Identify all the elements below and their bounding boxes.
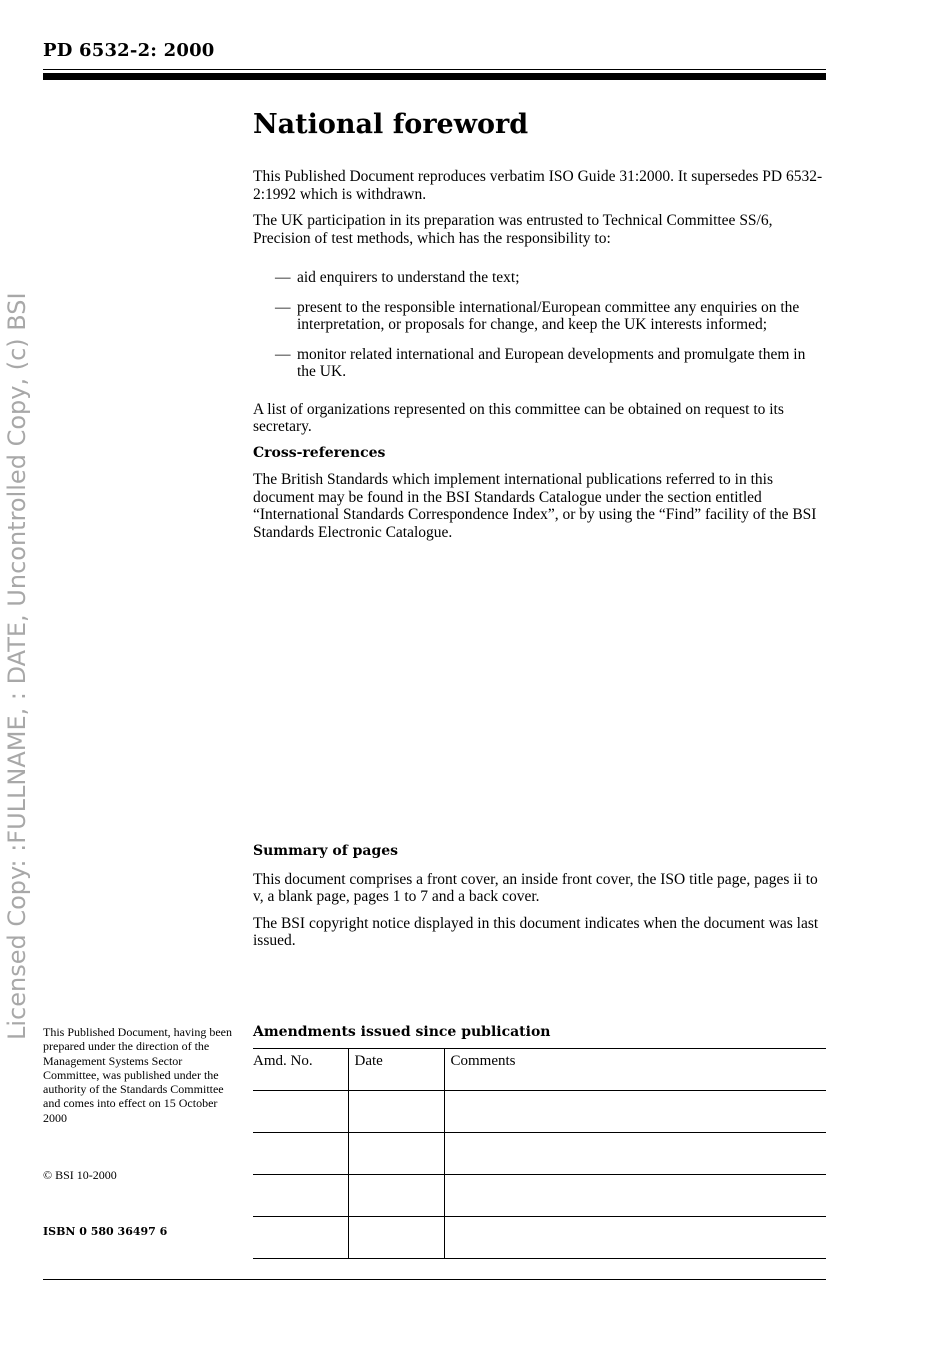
table-cell: [253, 1091, 348, 1133]
table-cell: [348, 1133, 444, 1175]
document-reference: PD 6532-2: 2000: [43, 40, 215, 61]
copyright-notice-paragraph: The BSI copyright notice displayed in this document indicates when the document was last issued.: [253, 914, 819, 949]
responsibility-list: [253, 269, 828, 381]
amendments-heading: Amendments issued since publication: [253, 1024, 551, 1040]
table-cell: [444, 1175, 826, 1217]
license-watermark: Licensed Copy: :FULLNAME, : DATE, Uncontrolled Copy, (c) BSI: [3, 292, 31, 1040]
table-cell: [253, 1217, 348, 1259]
cross-references-paragraph: The British Standards which implement international publications referred to in this document may be found in the BSI Standards Catalogue under the section entitled “International Standards Correspondence Index”, or by using the “Find” facility of the BSI Standards Electronic Catalogue.: [253, 471, 817, 541]
organizations-paragraph: A list of organizations represented on this committee can be obtained on request to its secretary.: [253, 400, 784, 435]
list-item: [275, 299, 828, 334]
list-item-text: present to the responsible international/European committee any enquiries on the interpretation, or proposals for change, and keep the UK interests informed;: [297, 298, 800, 333]
header-rule-thin: [43, 69, 826, 70]
list-item-text: monitor related international and European developments and promulgate them in the UK.: [297, 345, 806, 380]
column-header-amd-no: Amd. No.: [253, 1049, 348, 1091]
dash-bullet: —: [275, 269, 291, 286]
copyright-line: © BSI 10-2000: [43, 1168, 117, 1182]
table-row: [253, 1091, 826, 1133]
list-item: [275, 346, 828, 381]
isbn-line: ISBN 0 580 36497 6: [43, 1225, 168, 1238]
list-item-text: aid enquirers to understand the text;: [297, 269, 520, 286]
table-cell: [253, 1175, 348, 1217]
column-header-comments: Comments: [444, 1049, 826, 1091]
page-title: National foreword: [253, 109, 529, 140]
list-item: [275, 269, 828, 287]
table-cell: [348, 1217, 444, 1259]
column-header-date: Date: [348, 1049, 444, 1091]
table-row: [253, 1217, 826, 1259]
amendments-table: [253, 1048, 826, 1259]
summary-paragraph: This document comprises a front cover, an inside front cover, the ISO title page, pages ii to v, a blank page, pages 1 to 7 and a back cover.: [253, 870, 818, 905]
table-row: [253, 1133, 826, 1175]
table-cell: [348, 1091, 444, 1133]
participation-paragraph: The UK participation in its preparation was entrusted to Technical Committee SS/6, Precision of test methods, which has the responsibility to:: [253, 212, 773, 247]
summary-heading: Summary of pages: [253, 843, 399, 859]
table-cell: [444, 1217, 826, 1259]
table-header-row: [253, 1049, 826, 1091]
table-cell: [348, 1175, 444, 1217]
cross-references-heading: Cross-references: [253, 444, 386, 461]
dash-bullet: —: [275, 345, 291, 363]
table-cell: [253, 1133, 348, 1175]
footer-rule: [43, 1279, 826, 1280]
national-foreword-section: [253, 108, 828, 550]
table-row: [253, 1175, 826, 1217]
header-rule-thick: [43, 73, 826, 80]
table-cell: [444, 1091, 826, 1133]
intro-paragraph: This Published Document reproduces verbatim ISO Guide 31:2000. It supersedes PD 6532-2:1992 which is withdrawn.: [253, 168, 823, 203]
dash-bullet: —: [275, 298, 291, 316]
summary-of-pages-section: [253, 843, 828, 959]
table-cell: [444, 1133, 826, 1175]
publication-note: This Published Document, having been prepared under the direction of the Management Systems Sector Committee, was published under the authority of the Standards Committee and comes into effect on 15 October 2000: [43, 1025, 232, 1125]
